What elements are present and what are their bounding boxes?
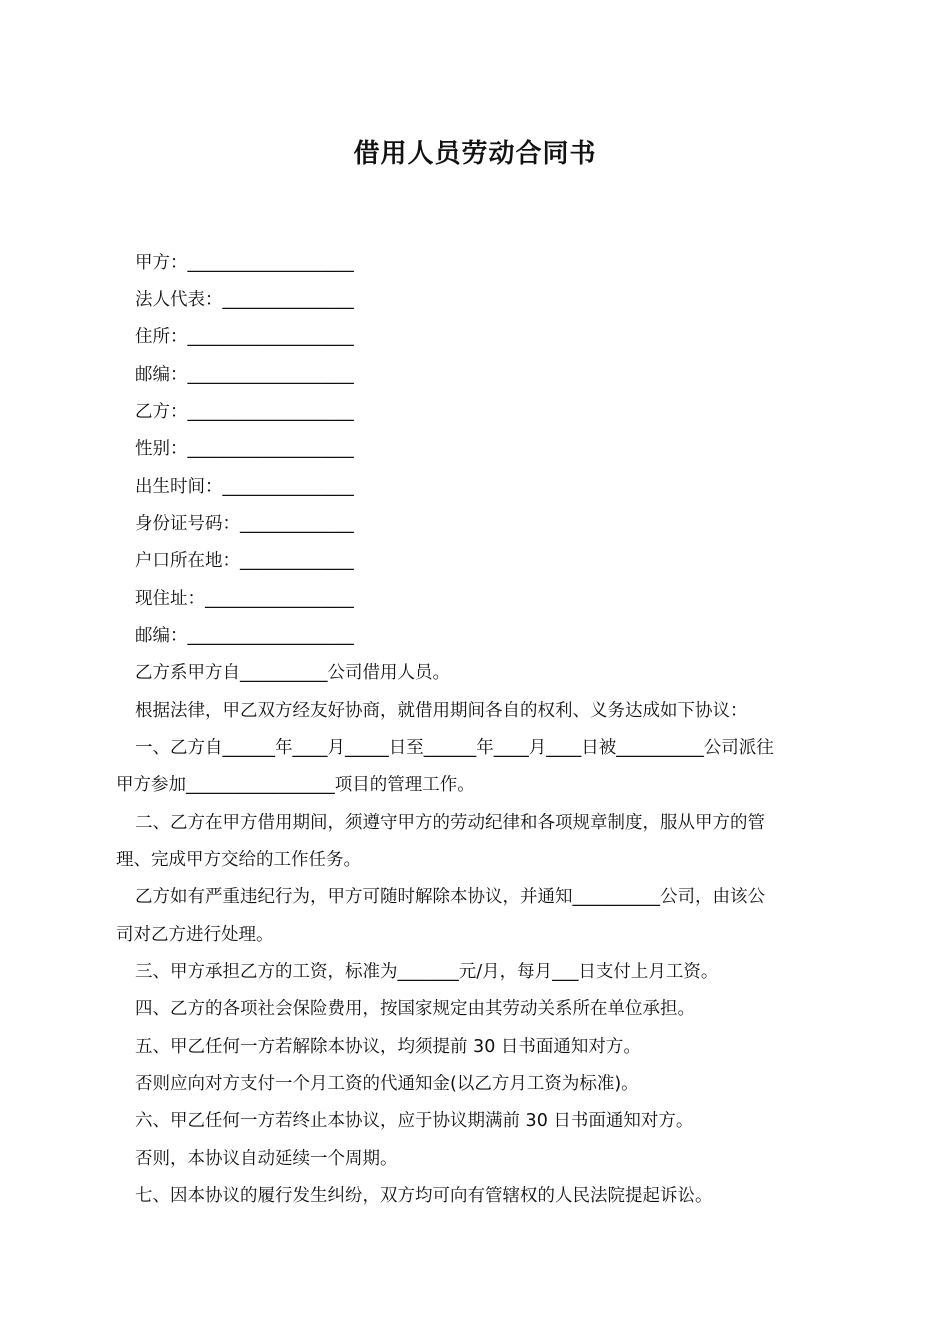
clause-6-renewal: 否则，本协议自动延续一个周期。 [135, 1149, 398, 1169]
field-gender: 性别：___________________ [135, 439, 354, 459]
field-address: 住所：___________________ [135, 327, 354, 347]
field-id-number: 身份证号码：_____________ [135, 514, 354, 534]
document-title: 借用人员劳动合同书 [353, 139, 597, 169]
field-party-b: 乙方：___________________ [135, 402, 354, 422]
clause-6: 六、甲乙任何一方若终止本协议，应于协议期满前 30 日书面通知对方。 [135, 1111, 694, 1131]
clause-2-violation: 乙方如有严重违纪行为，甲方可随时解除本协议，并通知__________公司，由该公 [135, 887, 765, 907]
paragraph-agreement-intro: 根据法律，甲乙双方经友好协商，就借用期间各自的权利、义务达成如下协议： [135, 701, 748, 721]
clause-5-notice-pay: 否则应向对方支付一个月工资的代通知金(以乙方月工资为标准)。 [135, 1074, 639, 1094]
field-current-address: 现住址：_________________ [135, 589, 354, 609]
field-party-a: 甲方：___________________ [135, 253, 354, 273]
clause-5: 五、甲乙任何一方若解除本协议，均须提前 30 日书面通知对方。 [135, 1037, 641, 1057]
paragraph-borrowed-staff: 乙方系甲方自__________公司借用人员。 [135, 663, 450, 683]
clause-4: 四、乙方的各项社会保险费用，按国家规定由其劳动关系所在单位承担。 [135, 999, 695, 1019]
clause-2: 二、乙方在甲方借用期间，须遵守甲方的劳动纪律和各项规章制度，服从甲方的管 [135, 813, 765, 833]
clause-2-continued: 理、完成甲方交给的工作任务。 [116, 850, 361, 870]
clause-1: 一、乙方自______年____月_____日至______年____月____日被__________公司派往 [135, 738, 774, 758]
field-legal-representative: 法人代表：_______________ [135, 290, 354, 310]
field-birth-date: 出生时间：_______________ [135, 477, 354, 497]
field-postcode-b: 邮编：___________________ [135, 626, 354, 646]
field-postcode-a: 邮编：___________________ [135, 365, 354, 385]
clause-7: 七、因本协议的履行发生纠纷，双方均可向有管辖权的人民法院提起诉讼。 [135, 1186, 713, 1206]
field-household-registration: 户口所在地：_____________ [135, 551, 354, 571]
clause-1-continued: 甲方参加_________________项目的管理工作。 [116, 775, 475, 795]
clause-2-violation-continued: 司对乙方进行处理。 [116, 925, 274, 945]
clause-3: 三、甲方承担乙方的工资，标准为_______元/月，每月___日支付上月工资。 [135, 962, 719, 982]
